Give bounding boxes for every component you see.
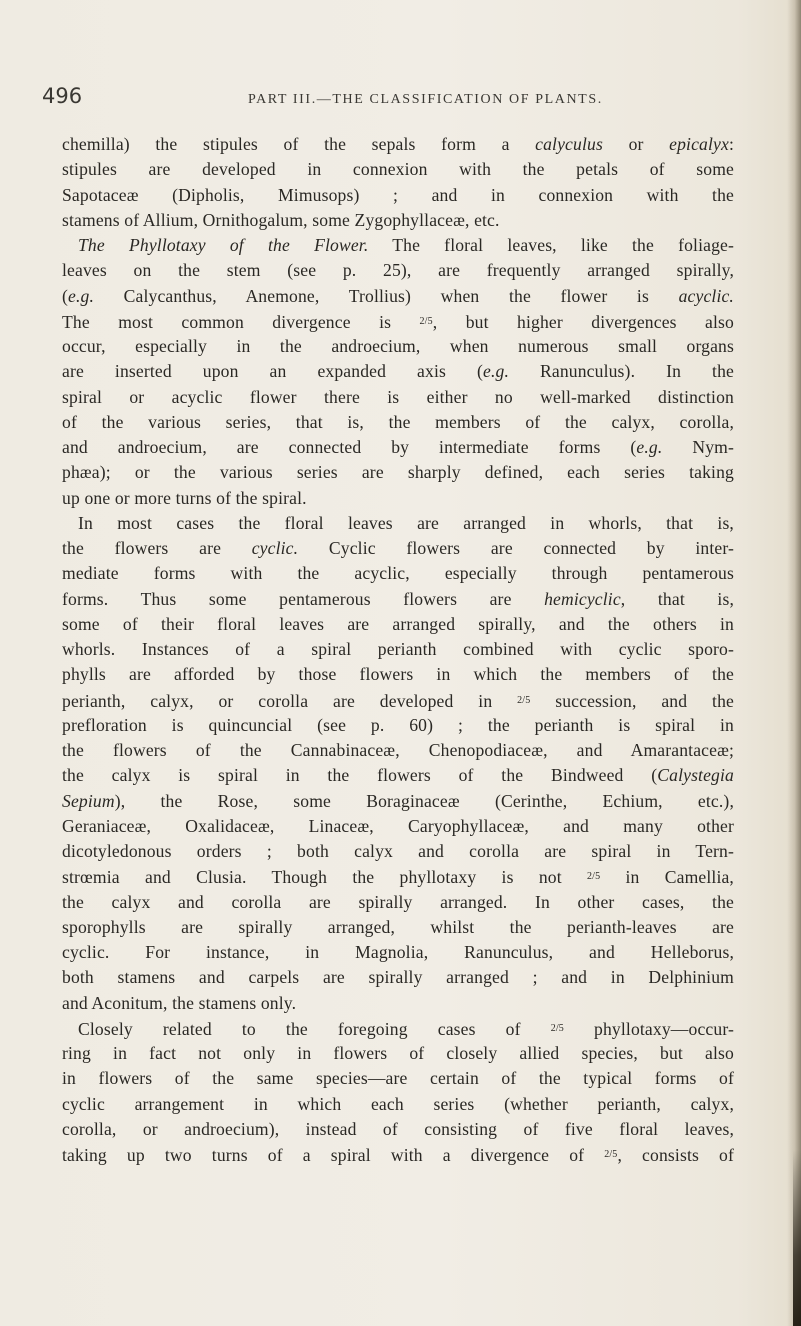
page-number: 496 xyxy=(42,84,83,108)
text-line xyxy=(62,208,734,233)
italic-text: Calystegia xyxy=(657,765,734,786)
text-line xyxy=(62,662,734,687)
text-line xyxy=(62,183,734,208)
text-run: some of their floral leaves are arranged spirally, and the others in xyxy=(62,613,734,634)
body-text xyxy=(62,132,734,1167)
text-line xyxy=(62,511,734,536)
text-line xyxy=(62,713,734,738)
text-run: in Camellia, xyxy=(600,867,734,888)
text-line xyxy=(62,410,734,435)
fraction: 2/5 xyxy=(419,315,433,327)
text-line xyxy=(62,839,734,864)
text-run: : xyxy=(728,134,734,154)
text-run: sporophylls are spirally arranged, whilst the perianth-leaves are xyxy=(62,916,734,937)
text-line xyxy=(62,334,734,359)
text-line xyxy=(62,940,734,965)
italic-text: epicalyx xyxy=(669,134,729,154)
page-corner-shadow xyxy=(793,1150,801,1326)
text-run: , consists of xyxy=(617,1145,734,1165)
text-run: Nym- xyxy=(662,437,734,457)
text-run: the flowers are xyxy=(62,538,252,558)
text-run: Cyclic flowers are connected by inter- xyxy=(298,538,734,558)
text-line xyxy=(62,890,734,915)
text-line xyxy=(62,1016,734,1041)
text-run: the calyx is spiral in the flowers of the Bindweed ( xyxy=(62,765,658,786)
text-line xyxy=(62,460,734,485)
text-run: dicotyledonous orders ; both calyx and corolla are spiral in Tern- xyxy=(62,841,734,861)
text-run: The floral leaves, like the foliage- xyxy=(368,235,735,255)
italic-text: acyclic. xyxy=(678,285,734,306)
text-line xyxy=(62,587,734,612)
text-run: perianth, calyx, or corolla are developed in xyxy=(62,690,518,711)
text-run: occur, especially in the androecium, when numerous small organs xyxy=(62,336,734,356)
text-line xyxy=(62,814,734,839)
text-line xyxy=(62,233,734,258)
italic-text: Sepium xyxy=(62,790,115,811)
text-line xyxy=(62,132,734,157)
text-run: succession, and the xyxy=(530,690,734,711)
text-run: cyclic arrangement in which each series (whether perianth, calyx, xyxy=(62,1093,734,1114)
text-line xyxy=(62,536,734,561)
text-line xyxy=(62,915,734,940)
italic-text: calyculus xyxy=(535,134,603,154)
page-header xyxy=(42,84,682,108)
text-run: or xyxy=(602,134,670,154)
text-line xyxy=(62,637,734,662)
text-run: and Aconitum, the stamens only. xyxy=(62,992,297,1013)
text-run: taking up two turns of a spiral with a divergence of xyxy=(62,1145,605,1165)
text-run: ), the Rose, some Boraginaceæ (Cerinthe, Echium, etc.), xyxy=(114,790,734,811)
fraction: 2/5 xyxy=(550,1022,564,1034)
text-line xyxy=(62,309,734,334)
text-line xyxy=(62,965,734,990)
text-line xyxy=(62,486,734,511)
page-edge-shadow xyxy=(787,0,801,1326)
italic-text: e.g. xyxy=(482,361,509,382)
text-run: Ranunculus). In the xyxy=(509,361,734,382)
text-line xyxy=(62,157,734,182)
text-run: In most cases the floral leaves are arranged in whorls, that is, xyxy=(78,512,734,533)
text-run: are inserted upon an expanded axis ( xyxy=(62,361,483,382)
text-line xyxy=(62,688,734,713)
text-run: both stamens and carpels are spirally arranged ; and in Delphinium xyxy=(62,967,734,988)
text-run: and androecium, are connected by intermediate forms ( xyxy=(62,437,637,457)
text-line xyxy=(62,1066,734,1091)
text-run: Geraniaceæ, Oxalidaceæ, Linaceæ, Caryophyllaceæ, and many other xyxy=(62,815,734,836)
text-run: stipules are developed in connexion with the petals of some xyxy=(62,159,734,180)
text-line xyxy=(62,561,734,586)
text-run: mediate forms with the acyclic, especially through pentamerous xyxy=(62,563,734,584)
fraction: 2/5 xyxy=(517,694,531,706)
text-line xyxy=(62,435,734,460)
italic-text: The Phyllotaxy of the Flower. xyxy=(78,235,369,255)
text-line xyxy=(62,1092,734,1117)
italic-text: e.g. xyxy=(68,285,95,306)
text-run: phyllotaxy—occur- xyxy=(563,1018,734,1039)
italic-text: cyclic. xyxy=(251,538,299,558)
italic-text: e.g. xyxy=(636,437,663,457)
text-line xyxy=(62,1117,734,1142)
fraction: 2/5 xyxy=(587,871,601,883)
text-run: strœmia and Clusia. Though the phyllotaxy is not xyxy=(62,867,587,888)
text-run: forms. Thus some pentamerous flowers are xyxy=(62,588,545,609)
text-line xyxy=(62,738,734,763)
text-run: corolla, or androecium), instead of consisting of five floral leaves, xyxy=(62,1118,734,1139)
text-line xyxy=(62,359,734,384)
text-line xyxy=(62,864,734,889)
text-run: Closely related to the foregoing cases of xyxy=(78,1018,551,1039)
text-run: up one or more turns of the spiral. xyxy=(62,487,307,508)
text-line xyxy=(62,789,734,814)
text-run: of the various series, that is, the members of the calyx, corolla, xyxy=(62,411,734,432)
text-run: chemilla) the stipules of the sepals form a xyxy=(62,134,536,154)
text-run: stamens of Allium, Ornithogalum, some Zygophyllaceæ, etc. xyxy=(62,209,500,230)
text-run: leaves on the stem (see p. 25), are frequently arranged spirally, xyxy=(62,260,734,281)
text-run: spiral or acyclic flower there is either no well-marked distinction xyxy=(62,386,734,407)
text-line xyxy=(62,763,734,788)
text-run: Calycanthus, Anemone, Trollius) when the flower is xyxy=(94,285,679,306)
text-run: in flowers of the same species—are certain of the typical forms of xyxy=(62,1068,734,1089)
text-line xyxy=(62,385,734,410)
text-run: Sapotaceæ (Dipholis, Mimusops) ; and in connexion with the xyxy=(62,184,734,205)
text-line xyxy=(62,991,734,1016)
text-line xyxy=(62,1142,734,1167)
text-line xyxy=(62,612,734,637)
text-run: the flowers of the Cannabinaceæ, Chenopodiaceæ, and Amarantaceæ; xyxy=(62,740,734,760)
text-run: ( xyxy=(62,285,69,306)
text-run: phylls are afforded by those flowers in which the members of the xyxy=(62,664,734,685)
fraction: 2/5 xyxy=(604,1149,618,1160)
text-run: cyclic. For instance, in Magnolia, Ranunculus, and Helleborus, xyxy=(62,942,734,962)
text-line xyxy=(62,284,734,309)
text-run: , but higher divergences also xyxy=(432,311,734,332)
text-run: the calyx and corolla are spirally arranged. In other cases, the xyxy=(62,891,734,912)
text-run: whorls. Instances of a spiral perianth combined with cyclic sporo- xyxy=(62,639,734,659)
text-run: The most common divergence is xyxy=(62,311,420,332)
text-run: prefloration is quincuncial (see p. 60) ; the perianth is spiral in xyxy=(62,714,734,735)
italic-text: hemicyclic xyxy=(544,588,621,609)
text-run: ring in fact not only in flowers of closely allied species, but also xyxy=(62,1043,734,1063)
running-head: PART III.—THE CLASSIFICATION OF PLANTS. xyxy=(248,92,603,107)
text-run: , that is, xyxy=(620,588,734,609)
text-line xyxy=(62,1041,734,1066)
text-run: phæa); or the various series are sharply defined, each series taking xyxy=(62,462,734,483)
text-line xyxy=(62,258,734,283)
